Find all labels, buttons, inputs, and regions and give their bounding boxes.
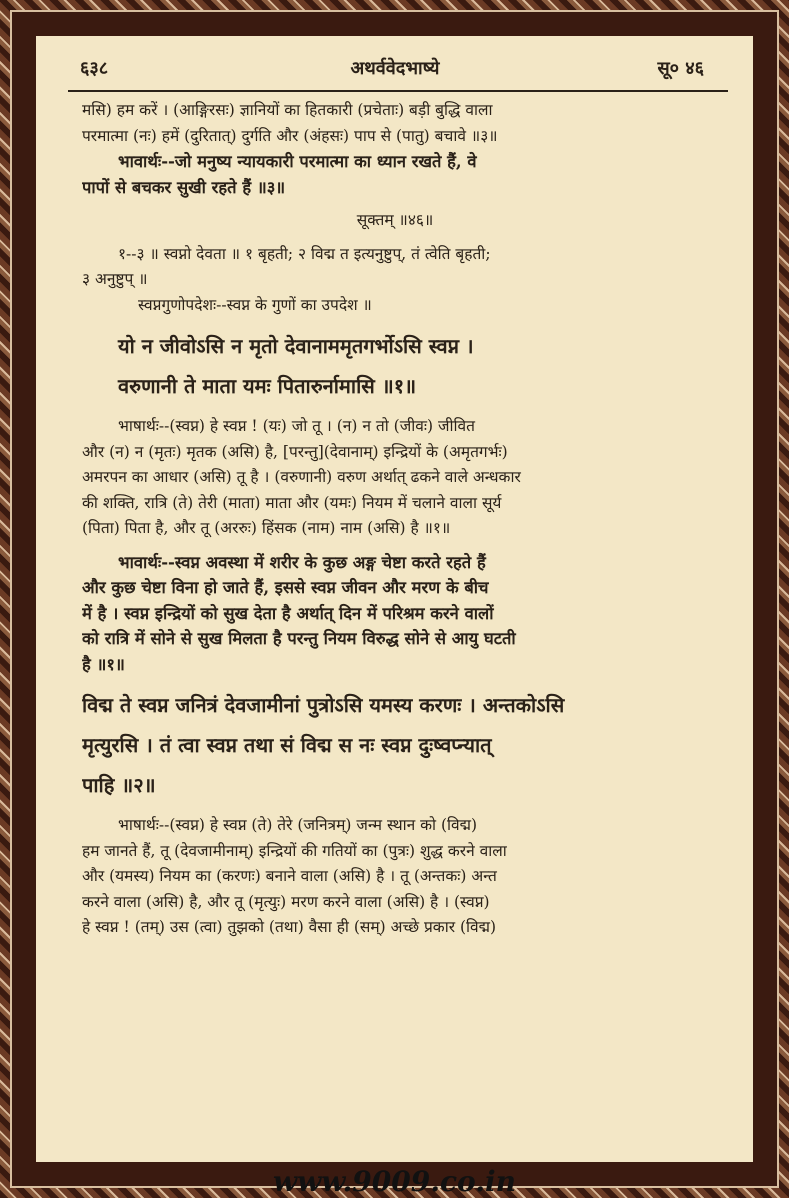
bhashartha-line: अमरपन का आधार (असि) तू है । (वरुणानी) वरुण अर्थात् ढकने वाले अन्धकार	[82, 468, 521, 486]
bhashartha-line: हे स्वप्न ! (तम्) उस (त्वा) तुझको (तथा) वैसा ही (सम्) अच्छे प्रकार (विद्म)	[82, 918, 497, 936]
bhashartha-line: करने वाला (असि) है, और तू (मृत्युः) मरण करने वाला (असि) है । (स्वप्न)	[82, 892, 490, 911]
mantra-line: यो न जीवोऽसि न मृतो देवानाममृतगर्भोऽसि स्वप्न ।	[118, 334, 474, 358]
bhashartha-line: भाषार्थः--(स्वप्न) हे स्वप्न ! (यः) जो तू । (न) न तो (जीवः) जीवित	[118, 417, 475, 435]
sukta-heading: सूक्तम् ॥४६॥	[356, 211, 434, 229]
bhashartha-line: की शक्ति, रात्रि (ते) तेरी (माता) माता और (यमः) नियम में चलाने वाला सूर्य	[82, 493, 502, 512]
mantra-line: मृत्युरसि । तं त्वा स्वप्न तथा सं विद्म स नः स्वप्न दुःष्वप्न्यात्	[82, 733, 492, 757]
upadesha-line: स्वप्नगुणोपदेशः--स्वप्न के गुणों का उपदेश ॥	[138, 295, 372, 314]
devata-line: ३ अनुष्टुप् ॥	[82, 270, 148, 288]
bhavartha-line: भावार्थः--जो मनुष्य न्यायकारी परमात्मा का ध्यान रखते हैं, वे	[118, 152, 477, 171]
bhashartha-line: हम जानते हैं, तू (देवजामीनाम्) इन्द्रियों की गतियों का (पुत्रः) शुद्ध करने वाला	[82, 841, 507, 860]
header-rule	[68, 90, 728, 92]
website-watermark: www.9009.co.in	[273, 1165, 516, 1198]
mantra-line: पाहि ॥२॥	[82, 773, 156, 797]
bhashartha-line: (पिता) पिता है, और तू (अररुः) हिंसक (नाम) नाम (असि) है ॥१॥	[82, 519, 451, 537]
mantra-line: वरुणानी ते माता यमः पितारुर्नामासि ॥१॥	[118, 374, 417, 398]
bhashartha-line: और (यमस्य) नियम का (करणः) बनाने वाला (असि) है । तू (अन्तकः) अन्त	[82, 867, 497, 885]
book-page	[36, 36, 753, 1162]
text-line: परमात्मा (नः) हमें (दुरितात्) दुर्गति और (अंहसः) पाप से (पातु) बचावे ॥३॥	[82, 126, 498, 145]
page-header	[70, 52, 720, 82]
bhavartha-line: है ॥१॥	[82, 654, 125, 674]
devata-line: १--३ ॥ स्वप्नो देवता ॥ १ बृहती; २ विद्म त इत्यनुष्टुप्, तं त्वेति बृहती;	[118, 244, 491, 263]
mantra-line: विद्म ते स्वप्न जनित्रं देवजामीनां पुत्रोऽसि यमस्य करणः । अन्तकोऽसि	[82, 693, 565, 717]
page-body	[82, 98, 708, 941]
bhavartha-line: पापों से बचकर सुखी रहते हैं ॥३॥	[82, 177, 286, 197]
page-number: ६३८	[80, 58, 109, 79]
bhashartha-line: भाषार्थः--(स्वप्न) हे स्वप्न (ते) तेरे (जनित्रम्) जन्म स्थान को (विद्म)	[118, 816, 478, 834]
bhavartha-line: भावार्थः--स्वप्न अवस्था में शरीर के कुछ अङ्ग चेष्टा करते रहते हैं	[118, 552, 486, 572]
book-title: अथर्ववेदभाष्ये	[350, 58, 440, 79]
text-line: मसि) हम करें । (आङ्गिरसः) ज्ञानियों का हितकारी (प्रचेताः) बड़ी बुद्धि वाला	[82, 101, 493, 119]
bhavartha-line: को रात्रि में सोने से सुख मिलता है परन्तु नियम विरुद्ध सोने से आयु घटती	[82, 629, 516, 648]
bhavartha-line: में है । स्वप्न इन्द्रियों को सुख देता है अर्थात् दिन में परिश्रम करने वालों	[82, 603, 494, 623]
sukta-reference: सू० ४६	[657, 58, 704, 79]
bhavartha-line: और कुछ चेष्टा विना हो जाते हैं, इससे स्वप्न जीवन और मरण के बीच	[82, 578, 489, 597]
bhashartha-line: और (न) न (मृतः) मृतक (असि) है, [परन्तु](देवानाम्) इन्द्रियों के (अमृतगर्भः)	[82, 442, 508, 461]
